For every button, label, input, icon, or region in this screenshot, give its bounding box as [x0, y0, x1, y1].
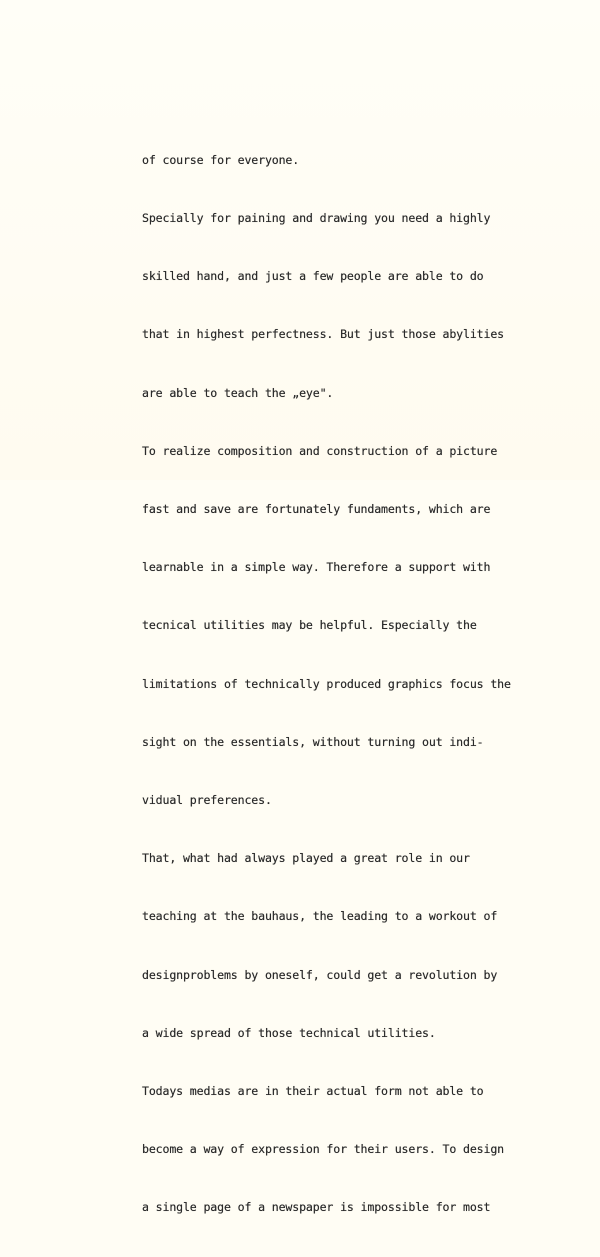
- text-line: skilled hand, and just a few people are able to do: [142, 269, 484, 284]
- text-line: Todays medias are in their actual form not able to: [142, 1084, 484, 1099]
- text-line: To realize composition and construction of a picture: [142, 443, 498, 458]
- text-line: Specially for paining and drawing you need a highly: [142, 211, 491, 226]
- text-line: learnable in a simple way. Therefore a support with: [142, 560, 491, 575]
- text-line: a single page of a newspaper is impossible for most: [142, 1200, 491, 1215]
- text-line: a wide spread of those technical utilities.: [142, 1025, 436, 1040]
- typescript-text-block: [142, 112, 582, 1257]
- text-line: sight on the essentials, without turning out indi-: [142, 734, 484, 749]
- text-line: limitations of technically produced graphics focus the: [142, 676, 511, 691]
- text-line: designproblems by oneself, could get a revolution by: [142, 967, 498, 982]
- text-line: fast and save are fortunately fundaments, which are: [142, 502, 491, 517]
- text-line: are able to teach the „eye".: [142, 385, 334, 400]
- text-line: vidual preferences.: [142, 793, 272, 808]
- text-line: tecnical utilities may be helpful. Especially the: [142, 618, 477, 633]
- text-line: that in highest perfectness. But just those abylities: [142, 327, 504, 342]
- text-line: of course for everyone.: [142, 152, 300, 167]
- text-line: become a way of expression for their users. To design: [142, 1142, 504, 1157]
- text-line: That, what had always played a great role in our: [142, 851, 470, 866]
- text-line: teaching at the bauhaus, the leading to a workout of: [142, 909, 498, 924]
